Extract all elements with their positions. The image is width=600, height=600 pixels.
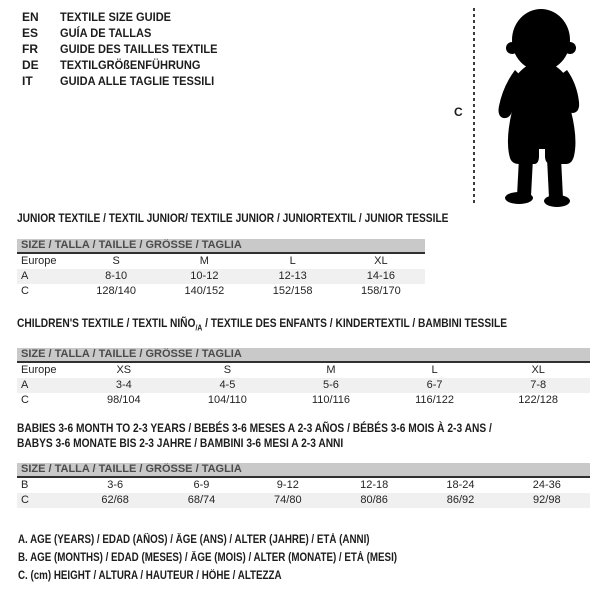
table-cell: 86/92: [446, 494, 475, 506]
table-cell: 3-6: [107, 479, 124, 491]
table-cell: 158/170: [360, 285, 401, 297]
footnote-line: C. (cm) HEIGHT / ALTURA / HAUTEUR / HÖHE / ALTEZZA: [18, 570, 282, 582]
table-cell: XL: [374, 255, 388, 267]
table-cell: 7-8: [530, 379, 547, 392]
size-header-bar: SIZE / TALLA / TAILLE / GRÖSSE / TAGLIA: [17, 348, 590, 363]
table-cell: XS: [116, 364, 132, 377]
table-cell: L: [431, 364, 438, 377]
table-cell: 10-12: [190, 270, 219, 282]
height-measure-dotted-line: [473, 8, 475, 206]
size-table: [17, 363, 590, 408]
table-cell: 140/152: [184, 285, 225, 297]
size-table: [17, 478, 590, 508]
table-cell: 110/116: [311, 394, 351, 407]
table-cell: 68/74: [187, 494, 216, 506]
row-label: A: [21, 379, 29, 392]
table-cell: 116/122: [415, 394, 455, 407]
footnote-line: A. AGE (YEARS) / EDAD (AÑOS) / ÂGE (ANS) / ALTER (JAHRE) / ETÀ (ANNI): [18, 534, 370, 546]
language-row: [22, 9, 231, 25]
section-title-line: CHILDREN'S TEXTILE / TEXTIL $NIÑO_{/A}$ / TEXTILE DES ENFANTS / KINDERTEXTIL / BAMBINI TESSILE: [17, 316, 507, 333]
language-row: [22, 57, 231, 73]
language-code: FR: [22, 42, 38, 56]
table-cell: M: [199, 255, 209, 267]
row-label: C: [21, 285, 29, 297]
table-cell: 12-13: [278, 270, 307, 282]
baby-silhouette-icon: [478, 6, 600, 211]
table-cell: 3-4: [115, 379, 132, 392]
table-row: [17, 393, 590, 408]
language-label: GUÍA DE TALLAS: [60, 26, 152, 40]
section-babies-textile: [17, 421, 590, 508]
table-cell: M: [326, 364, 336, 377]
section-childrens-textile: [17, 316, 590, 408]
row-label: Europe: [21, 364, 57, 377]
measure-label-c: C: [454, 105, 463, 119]
row-label: C: [21, 494, 29, 506]
size-header-bar: SIZE / TALLA / TAILLE / GRÖSSE / TAGLIA: [17, 463, 590, 478]
language-code: EN: [22, 10, 39, 24]
table-cell: 8-10: [105, 270, 128, 282]
row-label: A: [21, 270, 29, 282]
table-cell: 12-18: [360, 479, 389, 491]
table-cell: 80/86: [360, 494, 388, 506]
language-row: [22, 41, 231, 57]
section-title: [17, 421, 590, 451]
table-cell: 24-36: [532, 479, 561, 491]
table-cell: 14-16: [366, 270, 395, 282]
table-row: [17, 478, 590, 493]
table-cell: S: [223, 364, 232, 377]
section-title-line: BABIES 3-6 MONTH TO 2-3 YEARS / BEBÉS 3-6 MESES A 2-3 AÑOS / BÉBÉS 3-6 MOIS À 2-3 ANS /: [17, 421, 492, 435]
table-cell: 62/68: [101, 494, 129, 506]
footnotes: [18, 531, 464, 585]
row-label: Europe: [21, 255, 57, 267]
table-cell: 9-12: [276, 479, 299, 491]
section-junior-textile: [17, 211, 449, 299]
row-label: C: [21, 394, 29, 407]
table-row: [17, 363, 590, 378]
section-title: [17, 211, 449, 226]
language-list: [22, 9, 231, 89]
row-label: B: [21, 479, 29, 491]
language-label: GUIDA ALLE TAGLIE TESSILI: [60, 74, 215, 88]
table-row: [17, 254, 425, 269]
table-cell: 5-6: [323, 379, 339, 392]
size-header-bar: SIZE / TALLA / TAILLE / GRÖSSE / TAGLIA: [17, 239, 425, 254]
table-cell: 18-24: [446, 479, 475, 491]
table-cell: 6-9: [193, 479, 210, 491]
section-title-line: JUNIOR TEXTILE / TEXTIL JUNIOR/ TEXTILE JUNIOR / JUNIORTEXTIL / JUNIOR TESSILE: [17, 211, 449, 225]
table-cell: 128/140: [96, 285, 136, 297]
language-label: GUIDE DES TAILLES TEXTILE: [60, 42, 218, 56]
table-row: [17, 269, 425, 284]
language-code: IT: [22, 74, 33, 88]
table-cell: 98/104: [106, 394, 141, 407]
section-title: [17, 316, 590, 335]
table-cell: 74/80: [274, 494, 302, 506]
table-cell: L: [289, 255, 296, 267]
table-cell: 4-5: [219, 379, 236, 392]
table-row: [17, 284, 425, 299]
table-cell: 104/110: [207, 394, 247, 407]
language-label: TEXTILE SIZE GUIDE: [60, 10, 172, 24]
table-cell: S: [112, 255, 120, 267]
table-cell: 92/98: [533, 494, 561, 506]
section-title-line: BABYS 3-6 MONATE BIS 2-3 JAHRE / BAMBINI 3-6 MESI A 2-3 ANNI: [17, 436, 344, 450]
table-row: [17, 493, 590, 508]
language-code: DE: [22, 58, 39, 72]
table-row: [17, 378, 590, 393]
language-label: TEXTILGRÖßENFÜHRUNG: [60, 58, 201, 72]
table-cell: 122/128: [518, 394, 559, 407]
language-row: [22, 73, 231, 89]
table-cell: 152/158: [272, 285, 313, 297]
language-row: [22, 25, 231, 41]
table-cell: XL: [531, 364, 545, 377]
size-table: [17, 254, 425, 299]
table-cell: 6-7: [426, 379, 443, 392]
language-code: ES: [22, 26, 39, 40]
footnote-line: B. AGE (MONTHS) / EDAD (MESES) / ÂGE (MOIS) / ALTER (MONATE) / ETÀ (MESI): [18, 552, 398, 564]
